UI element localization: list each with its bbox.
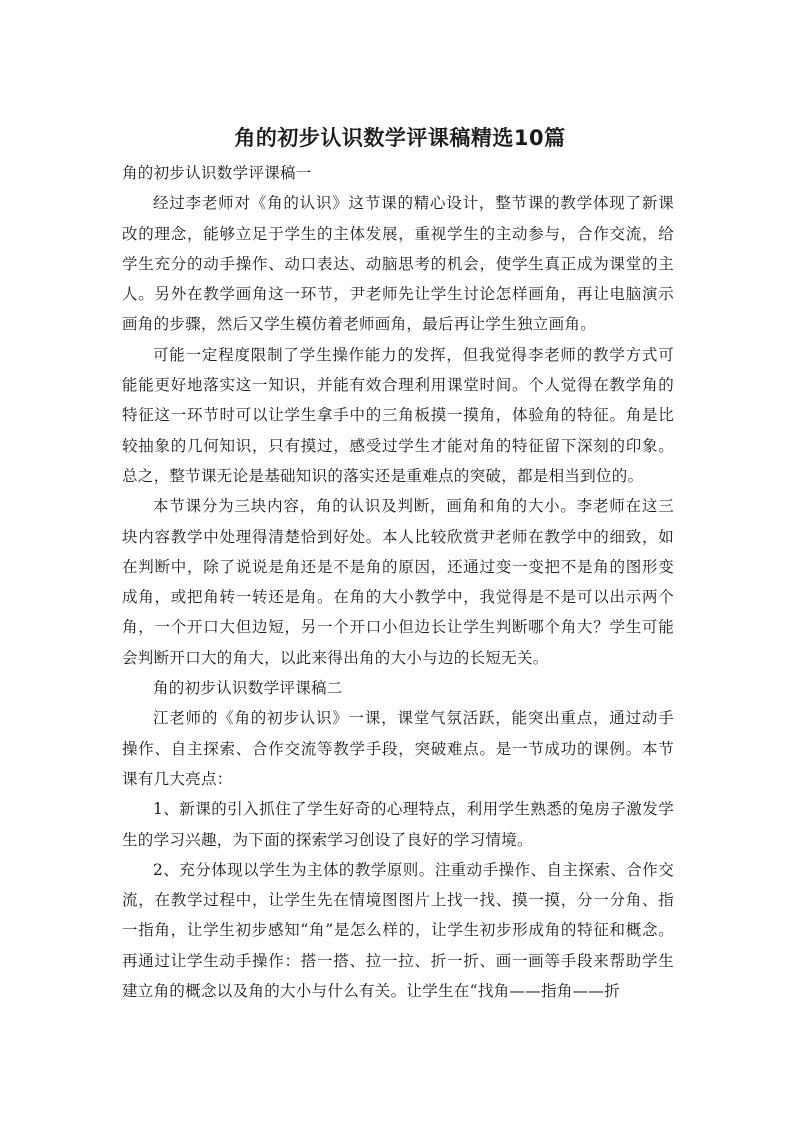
paragraph: 本节课分为三块内容，角的认识及判断，画角和角的大小。李老师在这三块内容教学中处理得清楚恰到好处。本人比较欣赏尹老师在教学中的细致，如在判断中，除了说说是角还是不是角的原因，还通过变一变把不是角的图形变成角，或把角转一转还是角。在角的大小教学中，我觉得是不是可以出示两个角，一个开口大但边短，另一个开口小但边长让学生判断哪个角大？学生可能会判断开口大的角大，以此来得出角的大小与边的长短无关。 — [122, 497, 674, 667]
document-title: 角的初步认识数学评课稿精选10篇 — [234, 126, 566, 150]
paragraph: 江老师的《角的初步认识》一课，课堂气氛活跃，能突出重点，通过动手操作、自主探索、合作交流等教学手段，突破难点。是一节成功的课例。本节课有几大亮点： — [122, 709, 674, 788]
section-heading-2: 角的初步认识数学评课稿二 — [153, 679, 343, 698]
paragraph: 1、新课的引入抓住了学生好奇的心理特点，利用学生熟悉的兔房子激发学生的学习兴趣，为下面的探索学习创设了良好的学习情境。 — [122, 800, 674, 849]
paragraph: 经过李老师对《角的认识》这节课的精心设计，整节课的教学体现了新课改的理念，能够立足于学生的主体发展，重视学生的主动参与，合作交流，给学生充分的动手操作、动口表达、动脑思考的机会，使学生真正成为课堂的主人。另外在教学画角这一环节，尹老师先让学生讨论怎样画角，再让电脑演示画角的步骤，然后又学生模仿着老师画角，最后再让学生独立画角。 — [122, 194, 674, 334]
paragraph: 2、充分体现以学生为主体的教学原则。注重动手操作、自主探索、合作交流，在教学过程中，让学生先在情境图图片上找一找、摸一摸，分一分角、指一指角，让学生初步感知“角”是怎么样的，让学生初步形成角的特征和概念。再通过让学生动手操作：搭一搭、拉一拉、折一折、画一画等手段来帮助学生建立角的概念以及角的大小与什么有关。让学生在“找角——指角——折 — [122, 860, 674, 1001]
section-heading-1: 角的初步认识数学评课稿一 — [122, 164, 312, 182]
paragraph: 可能一定程度限制了学生操作能力的发挥，但我觉得李老师的教学方式可能能更好地落实这一知识，并能有效合理利用课堂时间。个人觉得在教学角的特征这一环节时可以让学生拿手中的三角板摸一摸角，体验角的特征。角是比较抽象的几何知识，只有摸过，感受过学生才能对角的特征留下深刻的印象。总之，整节课无论是基础知识的落实还是重难点的突破，都是相当到位的。 — [122, 345, 674, 485]
document-body — [122, 158, 674, 1006]
